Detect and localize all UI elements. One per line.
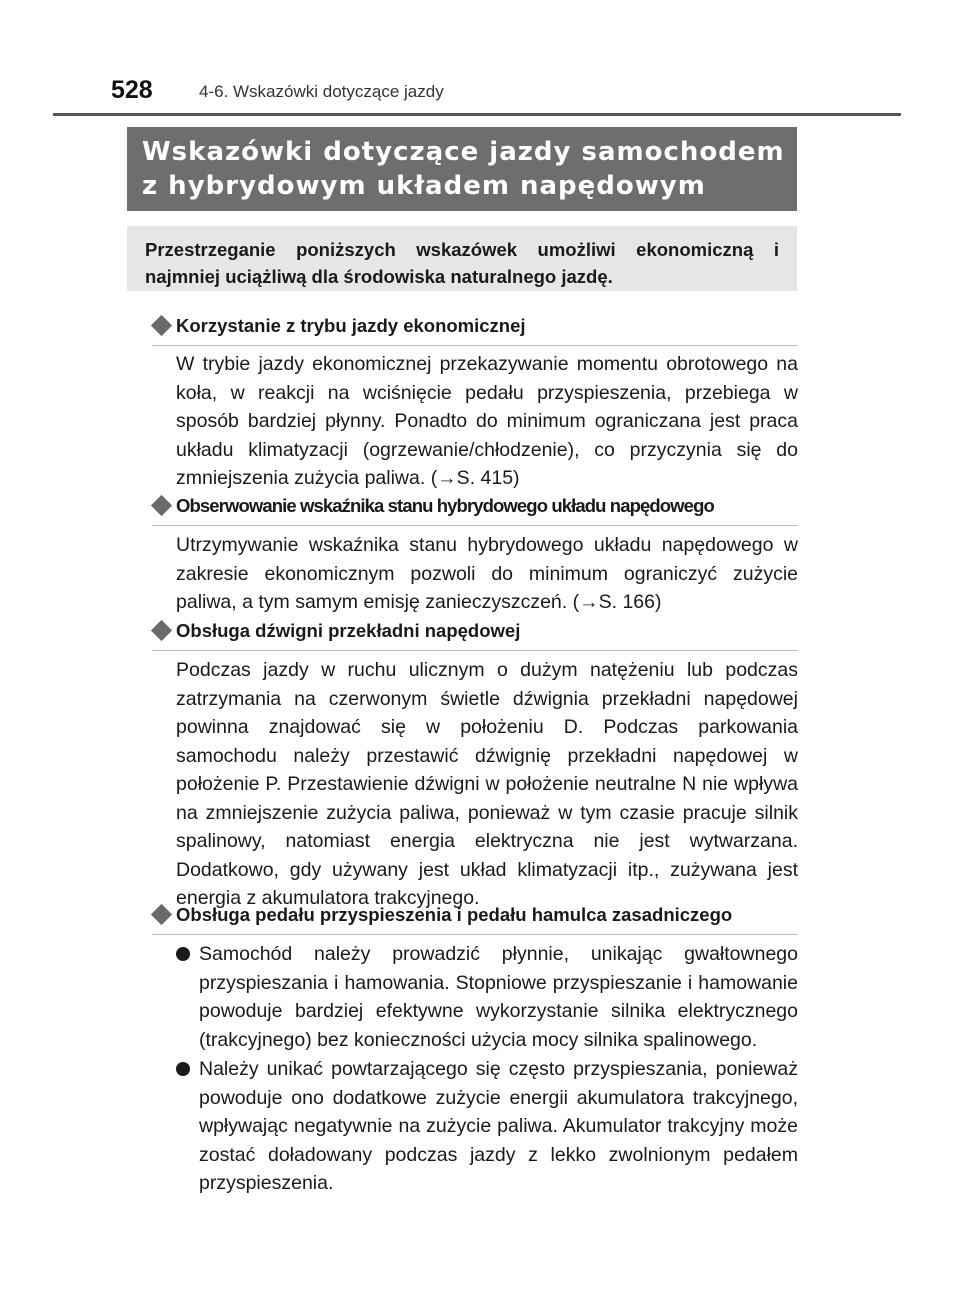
- section-heading-pedals: [152, 904, 798, 935]
- section-title: Korzystanie z trybu jazdy ekonomicznej: [176, 315, 526, 336]
- section-body: Utrzymywanie wskaźnika stanu hybrydowego układu napędowego w zakresie ekonomicznym pozwoli do minimum ograniczyć zużycie paliwa, a tym samym emisję zanieczyszczeń. (→S. 166): [176, 534, 798, 613]
- diamond-bullet-icon: [151, 495, 172, 516]
- intro-box: Przestrzeganie poniższych wskazówek umożliwi ekonomiczną i najmniej uciążliwą dla środowiska naturalnego jazdę.: [127, 226, 797, 291]
- section-title: Obsługa pedału przyspieszenia i pedału hamulca zasadniczego: [176, 904, 733, 925]
- bullet-dot-icon: [176, 947, 190, 961]
- section-heading-hybrid-indicator: [152, 495, 798, 526]
- title-box: [127, 127, 797, 211]
- diamond-bullet-icon: [151, 620, 172, 641]
- section-title: Obsługa dźwigni przekładni napędowej: [176, 620, 521, 641]
- title-line-2: z hybrydowym układem napędowym: [142, 171, 706, 201]
- section-body: W trybie jazdy ekonomicznej przekazywanie momentu obrotowego na koła, w reakcji na wciśnięcie pedału przyspieszenia, przebiega w sposób bardziej płynny. Ponadto do minimum ograniczana jest praca układu klimatyzacji (ogrzewanie/chłodzenie), co przyczynia się do zmniejszenia zużycia paliwa. (→S. 415): [176, 353, 798, 489]
- section-heading-shift-lever: [152, 620, 798, 651]
- section-heading-economy-mode: [152, 315, 798, 346]
- section-body: Podczas jazdy w ruchu ulicznym o dużym natężeniu lub podczas zatrzymania na czerwonym świetle dźwignia przekładni napędowej powinna znajdować się w położeniu D. Podczas parkowania samochodu należy przestawić dźwignię przekładni napędowej w położenie P. Przestawienie dźwigni w położenie neutralne N nie wpływa na zmniejszenie zużycia paliwa, ponieważ w tym czasie pracuje silnik spalinowy, natomiast energia elektryczna nie jest wytwarzana. Dodatkowo, gdy używany jest układ klimatyzacji itp., zużywana jest energia z akumulatora trakcyjnego.: [176, 659, 798, 909]
- section-label: 4-6. Wskazówki dotyczące jazdy: [199, 82, 444, 101]
- list-item-text: Samochód należy prowadzić płynnie, unikając gwałtownego przyspieszania i hamowania. Stopniowe przyspieszanie i hamowanie powoduje bardziej efektywne wykorzystanie silnika elektrycznego (trakcyjnego) bez konieczności użycia mocy silnika spalinowego.: [199, 943, 798, 1051]
- diamond-bullet-icon: [151, 315, 172, 336]
- title-line-1: Wskazówki dotyczące jazdy samochodem: [142, 137, 785, 167]
- section-title: Obserwowanie wskaźnika stanu hybrydowego układu napędowego: [176, 495, 714, 516]
- diamond-bullet-icon: [151, 904, 172, 925]
- list-item-text: Należy unikać powtarzającego się często przyspieszania, ponieważ powoduje ono dodatkowe zużycie energii akumulatora trakcyjnego, wpływając negatywnie na zużycie paliwa. Akumulator trakcyjny może zostać doładowany podczas jazdy z lekko zwolnionym pedałem przyspieszenia.: [199, 1058, 798, 1194]
- bullet-dot-icon: [176, 1062, 190, 1076]
- header-rule: [53, 113, 901, 116]
- page-number: 528: [111, 76, 153, 104]
